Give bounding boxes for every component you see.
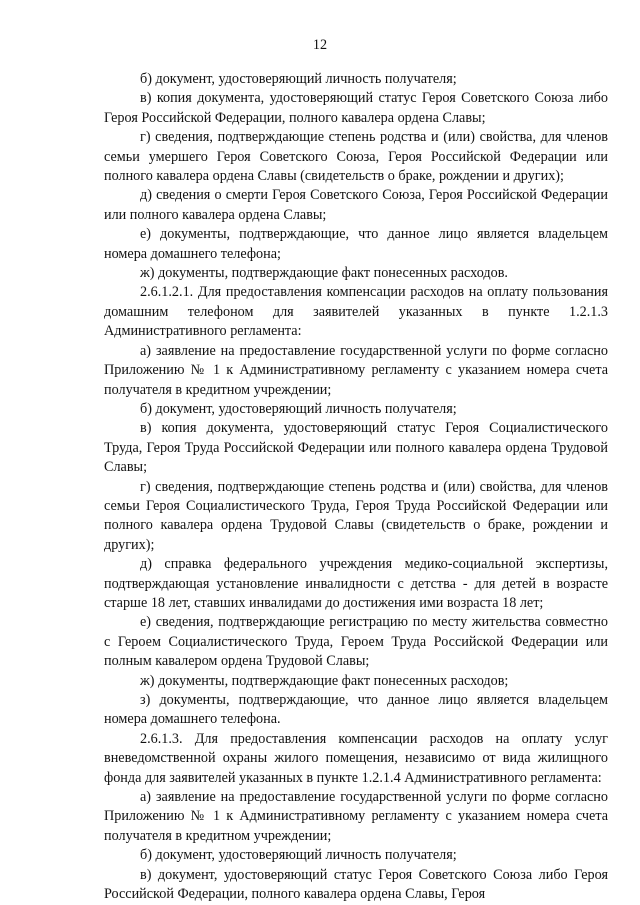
paragraph-g-kinship-labor: г) сведения, подтверждающие степень родства и (или) свойства, для членов семьи Героя Социалистического Труда, Героя Труда Российской Федерации или полного кавалера ордена Трудовой Славы (свидетельств о браке, рождении и других); [104, 478, 608, 553]
paragraph-e-registration: е) сведения, подтверждающие регистрацию по месту жительства совместно с Героем Социалистического Труда, Героем Труда Российской Федерации или полным кавалером ордена Трудовой Славы; [104, 614, 608, 670]
paragraph-v-hero-status-copy: в) копия документа, удостоверяющий статус Героя Советского Союза либо Героя Российской Федерации, полного кавалера ордена Славы; [104, 90, 608, 126]
paragraph-b-identity-document: б) документ, удостоверяющий личность получателя; [140, 71, 457, 87]
paragraph-2-6-1-2-1: 2.6.1.2.1. Для предоставления компенсации расходов на оплату пользования домашним телефоном для заявителей указанных в пункте 1.2.1.3 Административного регламента: [104, 284, 608, 340]
paragraph-b-identity-document-3: б) документ, удостоверяющий личность получателя; [140, 847, 457, 864]
paragraph-g-kinship-info: г) сведения, подтверждающие степень родства и (или) свойства, для членов семьи умершего Героя Советского Союза, Героя Российской Федерации или полного кавалера ордена Славы (свидетельств о браке, рождении и других); [104, 129, 608, 185]
page-number: 12 [312, 37, 328, 53]
paragraph-d-death-info: д) сведения о смерти Героя Советского Союза, Героя Российской Федерации или полного кавалера ордена Славы; [104, 187, 608, 223]
paragraph-zh-expenses: ж) документы, подтверждающие факт понесенных расходов. [140, 265, 508, 282]
paragraph-zh-expenses-2: ж) документы, подтверждающие факт понесенных расходов; [140, 672, 509, 689]
paragraph-z-phone-owner: з) документы, подтверждающие, что данное лицо является владельцем номера домашнего телефона. [104, 692, 608, 728]
paragraph-v-hero-status-document: в) документ, удостоверяющий статус Героя Советского Союза либо Героя Российской Федерации, полного кавалера ордена Славы, Героя [104, 866, 608, 903]
paragraph-v-labor-hero-status: в) копия документа, удостоверяющий статус Героя Социалистического Труда, Героя Труда Российской Федерации или полного кавалера ордена Трудовой Славы; [104, 420, 608, 476]
paragraph-b-identity-document-2: б) документ, удостоверяющий личность получателя; [140, 400, 457, 417]
paragraph-d-disability-certificate: д) справка федерального учреждения медико-социальной экспертизы, подтверждающая установление инвалидности с детства - для детей в возрасте старше 18 лет, ставших инвалидами до достижения ими возраста 18 лет; [104, 556, 608, 611]
document-body [104, 70, 608, 904]
paragraph-2-6-1-3: 2.6.1.3. Для предоставления компенсации расходов на оплату услуг вневедомственной охраны жилого помещения, независимо от вида жилищного фонда для заявителей указанных в пункте 1.2.1.4 Административного регламента: [104, 730, 608, 786]
paragraph-a-application-2: а) заявление на предоставление государственной услуги по форме согласно Приложению № 1 к Административному регламенту с указанием номера счета получателя в кредитном учреждении; [104, 789, 608, 844]
paragraph-a-application: а) заявление на предоставление государственной услуги по форме согласно Приложению № 1 к Административному регламенту с указанием номера счета получателя в кредитном учреждении; [104, 342, 608, 398]
paragraph-e-phone-owner: е) документы, подтверждающие, что данное лицо является владельцем номера домашнего телефона; [104, 226, 608, 262]
